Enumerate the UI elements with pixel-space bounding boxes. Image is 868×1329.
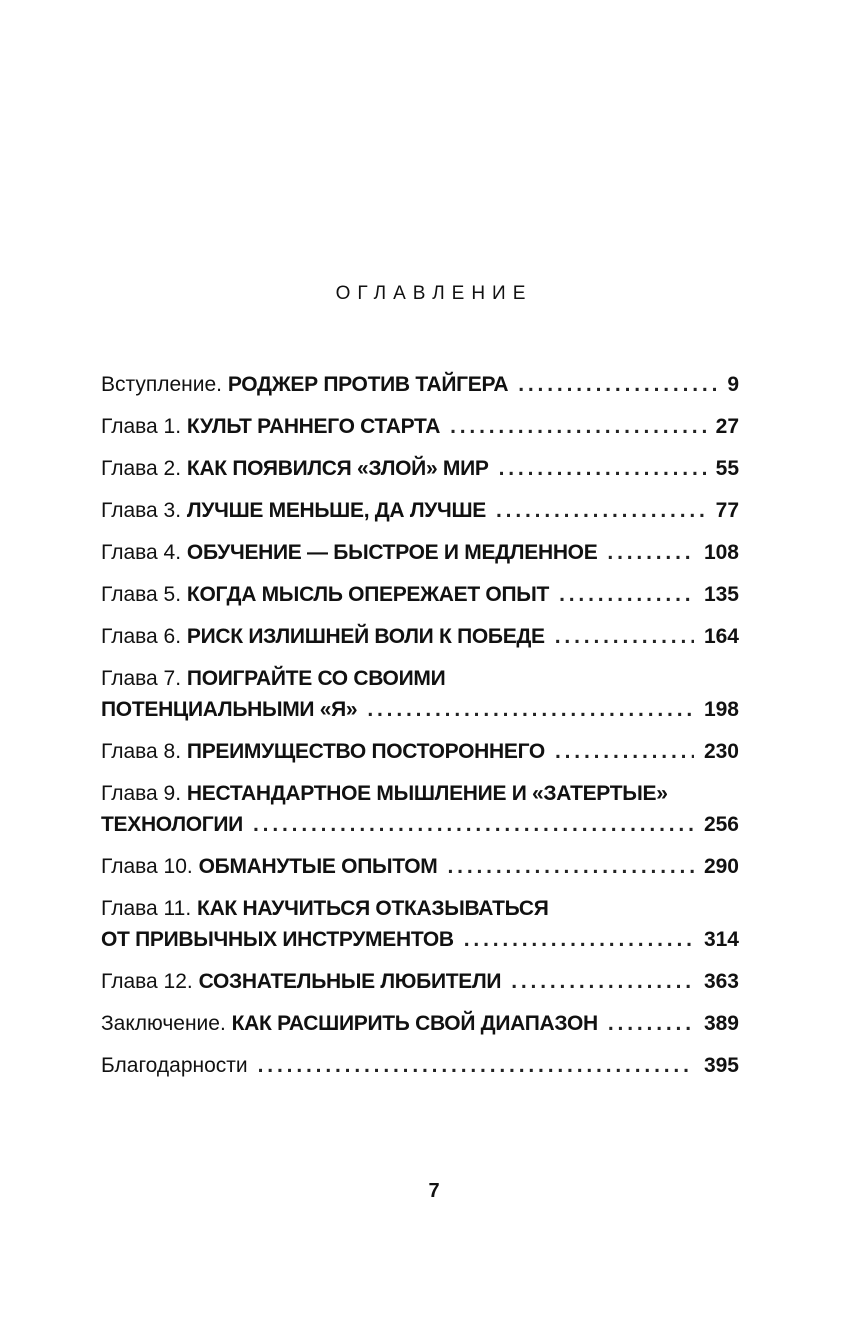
toc-heading: ОГЛАВЛЕНИЕ (335, 283, 533, 304)
entry-page: 256 (703, 813, 739, 836)
dot-leader (511, 966, 694, 997)
entry-prefix: Глава 12. (101, 970, 193, 993)
toc-entry-chapter-5[interactable] (101, 579, 739, 610)
entry-title-line-2: ОТ ПРИВЫЧНЫХ ИНСТРУМЕНТОВ (101, 928, 454, 951)
entry-title: СОЗНАТЕЛЬНЫЕ ЛЮБИТЕЛИ (198, 970, 502, 993)
entry-title: Благодарности (101, 1054, 248, 1077)
entry-title-line-1: НЕСТАНДАРТНОЕ МЫШЛЕНИЕ И «ЗАТЕРТЫЕ» (186, 782, 668, 805)
entry-title: КОГДА МЫСЛЬ ОПЕРЕЖАЕТ ОПЫТ (186, 583, 550, 606)
entry-prefix: Глава 7. (101, 667, 182, 690)
dot-leader (258, 1050, 694, 1081)
toc-entry-chapter-12[interactable] (101, 966, 739, 997)
entry-prefix: Глава 9. (101, 782, 182, 805)
entry-title: КАК РАСШИРИТЬ СВОЙ ДИАПАЗОН (231, 1012, 598, 1035)
dot-leader (608, 1008, 694, 1039)
entry-page: 314 (703, 928, 739, 951)
entry-prefix: Глава 10. (101, 855, 193, 878)
toc-entry-acknowledgements[interactable] (101, 1050, 739, 1081)
entry-prefix: Глава 1. (101, 415, 182, 438)
dot-leader (518, 369, 717, 400)
dot-leader (555, 621, 694, 652)
entry-prefix: Заключение. (101, 1012, 226, 1035)
toc-entry-chapter-1[interactable] (101, 411, 739, 442)
dot-leader (555, 736, 694, 767)
dot-leader (607, 537, 694, 568)
entry-prefix: Глава 6. (101, 625, 182, 648)
entry-prefix: Глава 8. (101, 740, 182, 763)
entry-page: 395 (703, 1054, 739, 1077)
dot-leader (464, 924, 694, 955)
dot-leader (253, 809, 694, 840)
dot-leader (499, 453, 706, 484)
toc-entry-chapter-2[interactable] (101, 453, 739, 484)
entry-page: 198 (703, 698, 739, 721)
dot-leader (450, 411, 706, 442)
entry-title: КУЛЬТ РАННЕГО СТАРТА (186, 415, 441, 438)
toc-entry-chapter-11[interactable] (101, 893, 739, 955)
entry-prefix: Глава 11. (101, 897, 192, 920)
entry-title-line-1: КАК НАУЧИТЬСЯ ОТКАЗЫВАТЬСЯ (197, 897, 549, 920)
entry-page: 164 (703, 625, 739, 648)
entry-page: 77 (715, 499, 739, 522)
entry-page: 135 (703, 583, 739, 606)
entry-title: ПРЕИМУЩЕСТВО ПОСТОРОННЕГО (186, 740, 545, 763)
entry-prefix: Глава 2. (101, 457, 182, 480)
toc-entry-chapter-8[interactable] (101, 736, 739, 767)
entry-prefix: Вступление. (101, 373, 223, 396)
table-of-contents (101, 369, 739, 1092)
entry-page: 363 (703, 970, 739, 993)
toc-entry-chapter-3[interactable] (101, 495, 739, 526)
entry-title: ЛУЧШЕ МЕНЬШЕ, ДА ЛУЧШЕ (186, 499, 486, 522)
entry-page: 230 (703, 740, 739, 763)
toc-entry-chapter-10[interactable] (101, 851, 739, 882)
entry-page: 55 (715, 457, 739, 480)
entry-prefix: Глава 5. (101, 583, 182, 606)
entry-page: 27 (715, 415, 739, 438)
entry-page: 290 (703, 855, 739, 878)
entry-title-line-1: ПОИГРАЙТЕ СО СВОИМИ (186, 667, 446, 690)
toc-entry-chapter-7[interactable] (101, 663, 739, 725)
dot-leader (496, 495, 706, 526)
entry-prefix: Глава 4. (101, 541, 182, 564)
toc-entry-intro[interactable] (101, 369, 739, 400)
entry-title: РИСК ИЗЛИШНЕЙ ВОЛИ К ПОБЕДЕ (186, 625, 545, 648)
entry-page: 9 (727, 373, 739, 396)
page-number: 7 (428, 1180, 440, 1202)
entry-title: ОБУЧЕНИЕ — БЫСТРОЕ И МЕДЛЕННОЕ (186, 541, 598, 564)
entry-title: РОДЖЕР ПРОТИВ ТАЙГЕРА (227, 373, 509, 396)
entry-title-line-2: ПОТЕНЦИАЛЬНЫМИ «Я» (101, 698, 358, 721)
entry-title-line-2: ТЕХНОЛОГИИ (101, 813, 243, 836)
dot-leader (367, 694, 694, 725)
entry-page: 389 (703, 1012, 739, 1035)
toc-entry-chapter-4[interactable] (101, 537, 739, 568)
toc-entry-conclusion[interactable] (101, 1008, 739, 1039)
entry-prefix: Глава 3. (101, 499, 182, 522)
entry-title: КАК ПОЯВИЛСЯ «ЗЛОЙ» МИР (186, 457, 489, 480)
entry-page: 108 (703, 541, 739, 564)
dot-leader (447, 851, 693, 882)
dot-leader (559, 579, 694, 610)
toc-entry-chapter-9[interactable] (101, 778, 739, 840)
toc-entry-chapter-6[interactable] (101, 621, 739, 652)
entry-title: ОБМАНУТЫЕ ОПЫТОМ (198, 855, 438, 878)
